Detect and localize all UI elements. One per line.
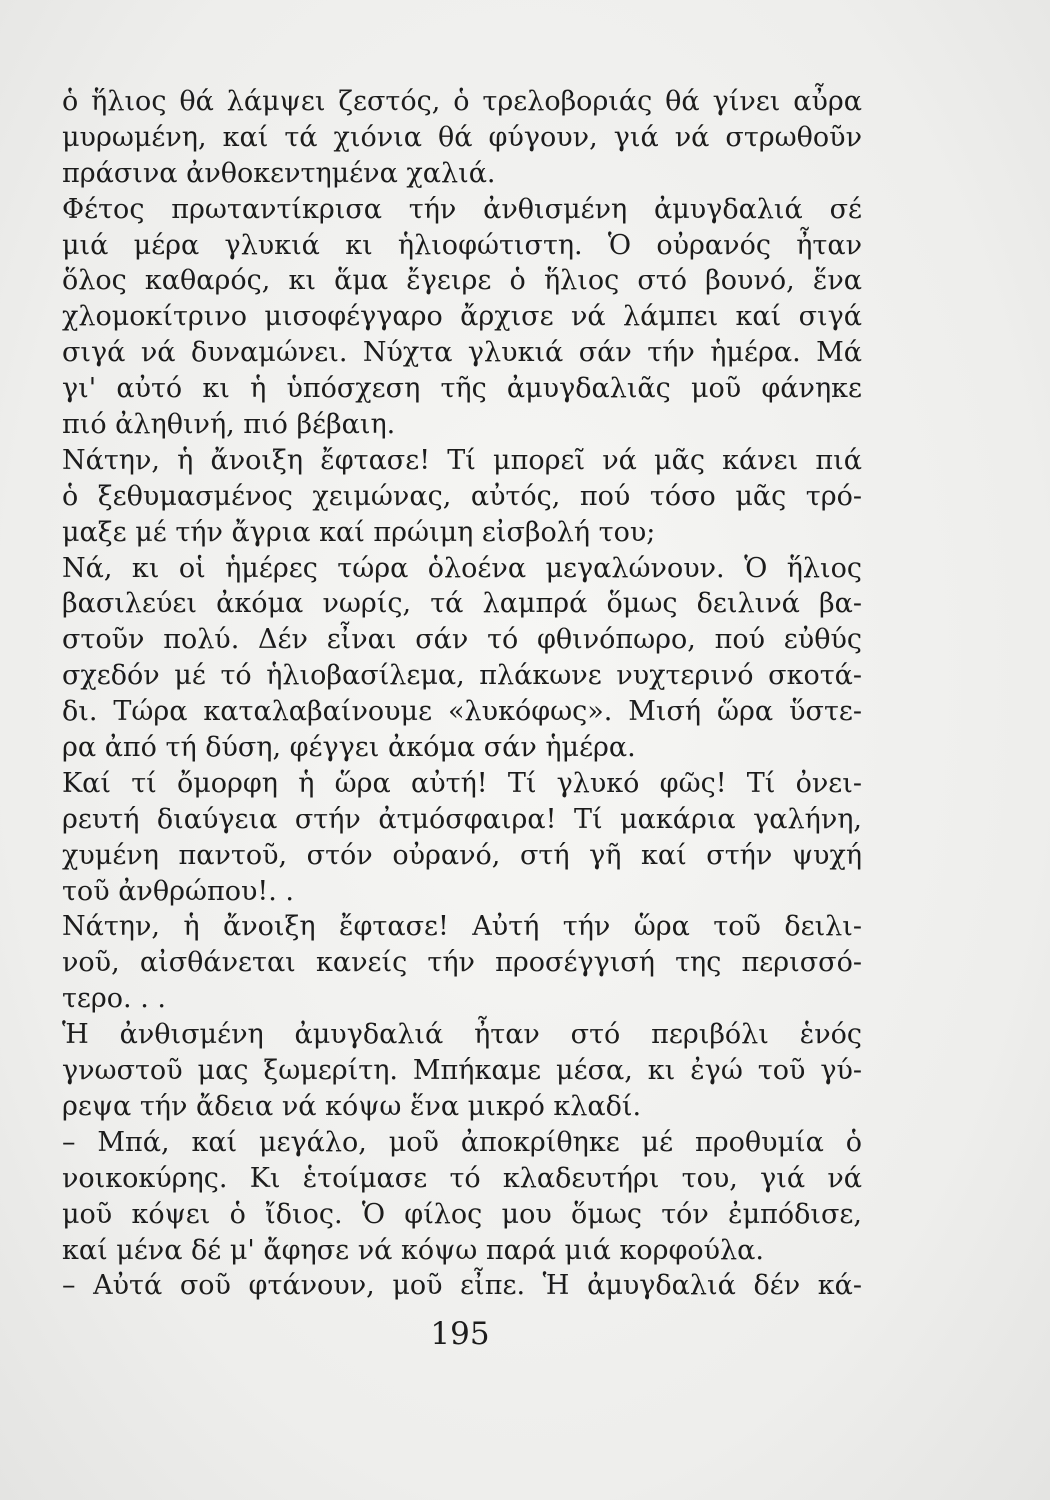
text-line-22: χυμένη παντοῦ, στόν οὐρανό, στή γῆ καί στήν ψυχή	[62, 839, 862, 871]
text-line-21: ρευτή διαύγεια στήν ἀτμόσφαιρα! Τί μακάρια γαλήνη,	[62, 803, 862, 835]
text-line-1: ὁ ἥλιος θά λάμψει ζεστός, ὁ τρελοβοριάς θά γίνει αὖρα	[62, 86, 862, 117]
page-number: 195	[430, 1316, 490, 1352]
text-line-6: ὅλος καθαρός, κι ἅμα ἔγειρε ὁ ἥλιος στό βουνό, ἕνα	[62, 265, 862, 297]
text-line-12: ὁ ξεθυμασμένος χειμώνας, αὐτός, πού τόσο μᾶς τρό-	[62, 480, 862, 512]
text-line-25: νοῦ, αἰσθάνεται κανείς τήν προσέγγισή της περισσό-	[62, 947, 862, 979]
text-line-16: στοῦν πολύ. Δέν εἶναι σάν τό φθινόπωρο, πού εὐθύς	[62, 624, 862, 656]
text-line-14: Νά, κι οἱ ἡμέρες τώρα ὁλοένα μεγαλώνουν. Ὁ ἥλιος	[62, 552, 862, 584]
text-line-8: σιγά νά δυναμώνει. Νύχτα γλυκιά σάν τήν ἡμέρα. Μά	[62, 337, 862, 369]
text-line-26: τερο. . .	[62, 983, 166, 1015]
text-line-31: νοικοκύρης. Κι ἑτοίμασε τό κλαδευτήρι του, γιά νά	[62, 1162, 862, 1194]
text-line-27: Ἡ ἀνθισμένη ἀμυγδαλιά ἦταν στό περιβόλι ἑνός	[62, 1019, 862, 1051]
text-line-18: δι. Τώρα καταλαβαίνουμε «λυκόφως». Μισή ὥρα ὕστε-	[62, 696, 862, 728]
text-line-30: – Μπά, καί μεγάλο, μοῦ ἀποκρίθηκε μέ προθυμία ὁ	[62, 1126, 862, 1158]
text-line-5: μιά μέρα γλυκιά κι ἡλιοφώτιστη. Ὁ οὐρανός ἦταν	[62, 229, 862, 261]
text-line-15: βασιλεύει ἀκόμα νωρίς, τά λαμπρά ὅμως δειλινά βα-	[62, 588, 862, 620]
text-line-11: Νάτην, ἡ ἄνοιξη ἔφτασε! Τί μπορεῖ νά μᾶς κάνει πιά	[62, 444, 862, 476]
text-line-7: χλομοκίτρινο μισοφέγγαρο ἄρχισε νά λάμπει καί σιγά	[62, 301, 862, 333]
text-line-19: ρα ἀπό τή δύση, φέγγει ἀκόμα σάν ἡμέρα.	[62, 732, 636, 764]
text-line-28: γνωστοῦ μας ξωμερίτη. Μπήκαμε μέσα, κι ἐγώ τοῦ γύ-	[62, 1055, 862, 1087]
text-line-17: σχεδόν μέ τό ἡλιοβασίλεμα, πλάκωνε νυχτερινό σκοτά-	[62, 660, 862, 692]
text-line-2: μυρωμένη, καί τά χιόνια θά φύγουν, γιά νά στρωθοῦν	[62, 121, 862, 153]
text-line-23: τοῦ ἀνθρώπου!. .	[62, 875, 294, 907]
text-line-10: πιό ἀληθινή, πιό βέβαιη.	[62, 409, 396, 441]
text-line-33: καί μένα δέ μ' ἄφησε νά κόψω παρά μιά κορφούλα.	[62, 1234, 764, 1266]
text-line-24: Νάτην, ἡ ἄνοιξη ἔφτασε! Αὐτή τήν ὥρα τοῦ δειλι-	[62, 911, 862, 943]
text-line-29: ρεψα τήν ἄδεια νά κόψω ἕνα μικρό κλαδί.	[62, 1090, 642, 1122]
body-text	[62, 84, 862, 1304]
text-line-4: Φέτος πρωταντίκρισα τήν ἀνθισμένη ἀμυγδαλιά σέ	[62, 193, 862, 225]
text-line-20: Καί τί ὄμορφη ἡ ὥρα αὐτή! Τί γλυκό φῶς! Τί ὀνει-	[62, 767, 862, 799]
text-line-3: πράσινα ἀνθοκεντημένα χαλιά.	[62, 157, 496, 189]
text-line-13: μαξε μέ τήν ἄγρια καί πρώιμη εἰσβολή του;	[62, 516, 656, 548]
text-line-34: – Αὐτά σοῦ φτάνουν, μοῦ εἶπε. Ἡ ἀμυγδαλιά δέν κά-	[62, 1270, 862, 1302]
text-line-32: μοῦ κόψει ὁ ἴδιος. Ὁ φίλος μου ὅμως τόν ἐμπόδισε,	[62, 1198, 862, 1230]
text-line-9: γι' αὐτό κι ἡ ὑπόσχεση τῆς ἀμυγδαλιᾶς μοῦ φάνηκε	[62, 373, 862, 405]
